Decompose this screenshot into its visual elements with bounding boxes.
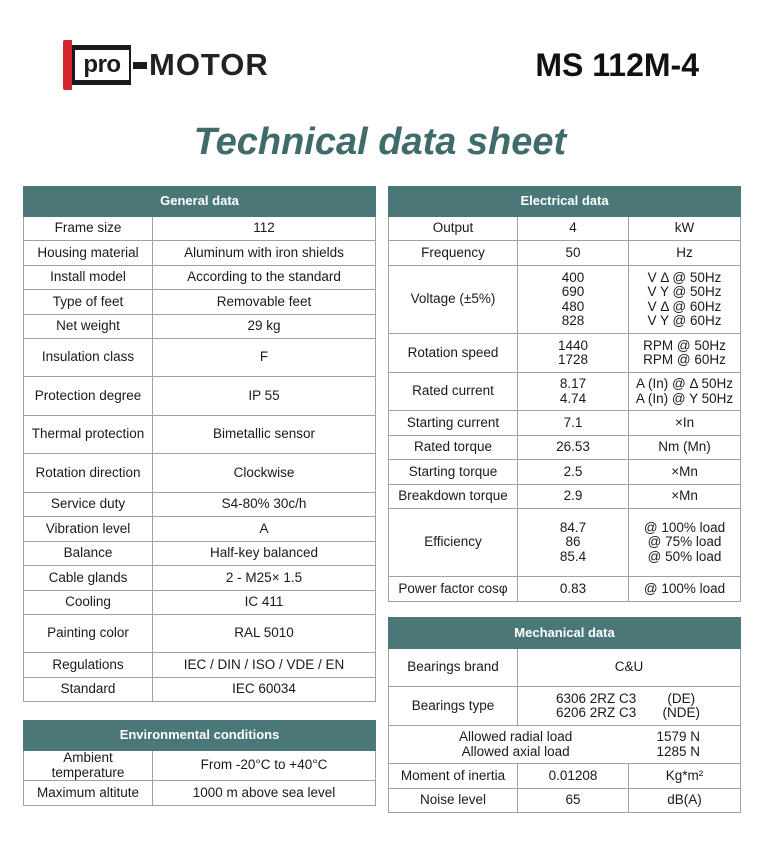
row-label: Rated torque	[389, 436, 518, 460]
load-labels: Allowed radial load Allowed axial load	[459, 729, 573, 759]
row-unit: ×In	[629, 411, 741, 436]
row-label: Frame size	[24, 217, 153, 241]
row-value: Half-key balanced	[153, 542, 376, 566]
general-data-table	[23, 186, 376, 702]
table-row	[389, 485, 741, 509]
environmental-conditions-table	[23, 720, 376, 806]
row-label: Ambient temperature	[24, 751, 153, 781]
row-label: Output	[389, 217, 518, 241]
row-unit: dB(A)	[629, 789, 741, 813]
logo-red-bar	[63, 40, 72, 90]
row-label: Vibration level	[24, 517, 153, 542]
row-value: C&U	[518, 649, 741, 687]
table-row	[24, 217, 376, 241]
row-value: Clockwise	[153, 454, 376, 493]
load-values: 1579 N 1285 N	[656, 729, 701, 759]
row-unit: @ 100% load @ 75% load @ 50% load	[629, 509, 741, 577]
row-unit: ×Mn	[629, 460, 741, 485]
table-row	[24, 241, 376, 266]
table-row	[24, 542, 376, 566]
table-row	[24, 493, 376, 517]
table-row	[389, 436, 741, 460]
row-label: Rotation direction	[24, 454, 153, 493]
row-unit: V Δ @ 50Hz V Y @ 50Hz V Δ @ 60Hz V Y @ 60Hz	[629, 266, 741, 334]
row-value: RAL 5010	[153, 615, 376, 653]
row-label: Rated current	[389, 373, 518, 411]
table-row	[24, 315, 376, 339]
row-value: 1440 1728	[518, 334, 629, 373]
page-title: Technical data sheet	[193, 121, 567, 163]
table-row	[389, 460, 741, 485]
row-label: Net weight	[24, 315, 153, 339]
row-label: Install model	[24, 266, 153, 290]
row-label: Maximum altitute	[24, 781, 153, 806]
general-data-heading: General data	[24, 187, 376, 217]
row-value: 50	[518, 241, 629, 266]
mechanical-data-table	[388, 617, 741, 813]
row-value: IEC 60034	[153, 678, 376, 702]
row-value: S4-80% 30c/h	[153, 493, 376, 517]
row-value: A	[153, 517, 376, 542]
table-row	[389, 241, 741, 266]
bearing-positions: (DE) (NDE)	[662, 690, 701, 720]
table-row	[24, 266, 376, 290]
row-value: Removable feet	[153, 290, 376, 315]
pro-motor-logo	[63, 38, 269, 92]
table-row	[389, 411, 741, 436]
table-row	[389, 687, 741, 726]
row-label: Protection degree	[24, 377, 153, 416]
row-value-pair	[518, 687, 741, 726]
row-value-pair	[389, 726, 741, 764]
row-value: 0.83	[518, 577, 629, 602]
row-label: Cable glands	[24, 566, 153, 591]
row-value: 2.9	[518, 485, 629, 509]
row-value: IEC / DIN / ISO / VDE / EN	[153, 653, 376, 678]
row-label: Balance	[24, 542, 153, 566]
row-value: According to the standard	[153, 266, 376, 290]
table-row	[24, 454, 376, 493]
row-unit: Hz	[629, 241, 741, 266]
table-row	[24, 615, 376, 653]
model-number: MS 112M-4	[535, 47, 699, 83]
row-label: Bearings brand	[389, 649, 518, 687]
row-label: Service duty	[24, 493, 153, 517]
row-label: Insulation class	[24, 339, 153, 377]
row-label: Painting color	[24, 615, 153, 653]
table-row	[389, 789, 741, 813]
table-row	[24, 517, 376, 542]
row-label: Efficiency	[389, 509, 518, 577]
table-row	[24, 591, 376, 615]
bearing-models: 6306 2RZ C3 6206 2RZ C3	[556, 690, 637, 720]
row-unit: A (In) @ Δ 50Hz A (In) @ Y 50Hz	[629, 373, 741, 411]
table-row	[389, 764, 741, 789]
table-row	[24, 781, 376, 806]
table-row	[389, 266, 741, 334]
table-row	[389, 334, 741, 373]
logo-dash	[133, 62, 147, 69]
table-row	[389, 509, 741, 577]
logo-badge	[63, 40, 131, 90]
row-value: 4	[518, 217, 629, 241]
row-label: Starting torque	[389, 460, 518, 485]
row-value: Bimetallic sensor	[153, 416, 376, 454]
row-value: 1000 m above sea level	[153, 781, 376, 806]
row-value: IP 55	[153, 377, 376, 416]
table-row	[389, 649, 741, 687]
table-row	[389, 217, 741, 241]
row-unit: kW	[629, 217, 741, 241]
table-row	[389, 726, 741, 764]
row-label: Thermal protection	[24, 416, 153, 454]
table-row	[24, 339, 376, 377]
row-unit: @ 100% load	[629, 577, 741, 602]
row-label: Moment of inertia	[389, 764, 518, 789]
row-label: Noise level	[389, 789, 518, 813]
row-label: Power factor cosφ	[389, 577, 518, 602]
row-value: 2 - M25× 1.5	[153, 566, 376, 591]
logo-pro-text: pro	[75, 50, 129, 80]
environmental-conditions-heading: Environmental conditions	[24, 721, 376, 751]
table-row	[24, 566, 376, 591]
electrical-data-heading: Electrical data	[389, 187, 741, 217]
row-unit: RPM @ 50Hz RPM @ 60Hz	[629, 334, 741, 373]
row-value: 65	[518, 789, 629, 813]
row-label: Rotation speed	[389, 334, 518, 373]
row-label: Starting current	[389, 411, 518, 436]
row-label: Frequency	[389, 241, 518, 266]
row-label: Breakdown torque	[389, 485, 518, 509]
row-value: IC 411	[153, 591, 376, 615]
table-row	[24, 751, 376, 781]
row-value: F	[153, 339, 376, 377]
row-value: 112	[153, 217, 376, 241]
table-row	[24, 653, 376, 678]
row-unit: Nm (Mn)	[629, 436, 741, 460]
row-value: 7.1	[518, 411, 629, 436]
row-label: Standard	[24, 678, 153, 702]
row-unit: Kg*m²	[629, 764, 741, 789]
table-row	[24, 678, 376, 702]
table-row	[24, 290, 376, 315]
row-label: Bearings type	[389, 687, 518, 726]
row-label: Housing material	[24, 241, 153, 266]
row-label: Cooling	[24, 591, 153, 615]
table-row	[24, 377, 376, 416]
logo-motor-text: MOTOR	[149, 47, 269, 82]
row-value: 29 kg	[153, 315, 376, 339]
row-value: 26.53	[518, 436, 629, 460]
row-value: Aluminum with iron shields	[153, 241, 376, 266]
row-value: 84.7 86 85.4	[518, 509, 629, 577]
row-value: 0.01208	[518, 764, 629, 789]
table-row	[389, 373, 741, 411]
table-row	[24, 416, 376, 454]
mechanical-data-heading: Mechanical data	[389, 618, 741, 649]
table-row	[389, 577, 741, 602]
electrical-data-table	[388, 186, 741, 602]
row-value: 8.17 4.74	[518, 373, 629, 411]
row-value: 400 690 480 828	[518, 266, 629, 334]
row-value: 2.5	[518, 460, 629, 485]
row-label: Type of feet	[24, 290, 153, 315]
row-unit: ×Mn	[629, 485, 741, 509]
row-label: Regulations	[24, 653, 153, 678]
row-label: Voltage (±5%)	[389, 266, 518, 334]
row-value: From -20°C to +40°C	[153, 751, 376, 781]
